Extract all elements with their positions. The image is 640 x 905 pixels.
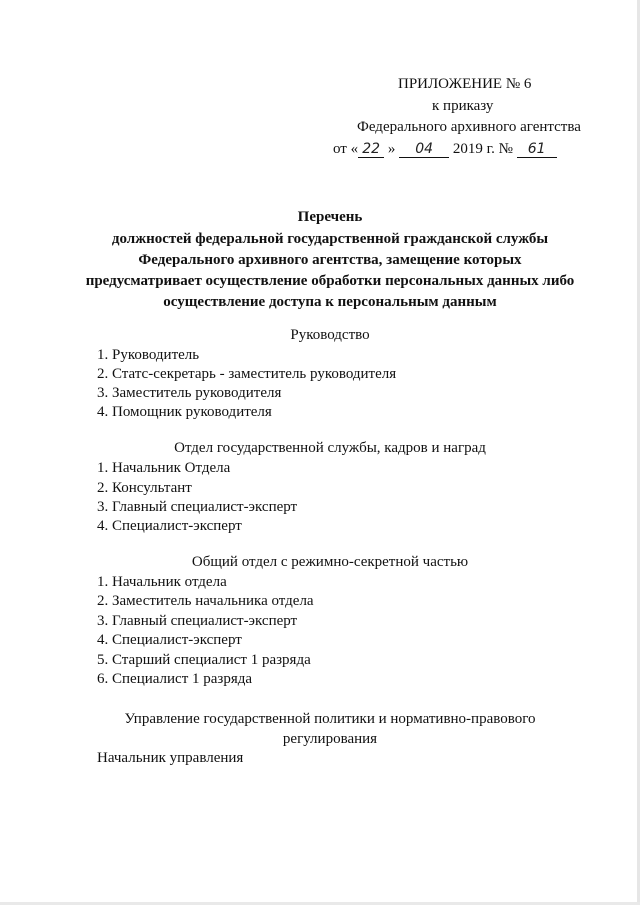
order-date-line: [333, 139, 557, 159]
list-item: 3. Главный специалист-эксперт: [97, 613, 298, 629]
section-title-policy: Управление государственной политики и нормативно-правового регулирования: [124, 711, 536, 747]
list-item: 1. Начальник отдела: [97, 574, 227, 590]
handwritten-month: 04: [399, 141, 449, 158]
section-title-hr: Отдел государственной службы, кадров и наград: [174, 440, 486, 456]
date-prefix: от «: [333, 141, 359, 157]
list-item: 4. Специалист-эксперт: [97, 632, 242, 648]
list-item: 1. Начальник Отдела: [97, 460, 231, 476]
list-item: Начальник управления: [97, 750, 244, 766]
section-title-general: Общий отдел с режимно-секретной частью: [191, 554, 469, 570]
list-item: 3. Главный специалист-эксперт: [97, 499, 298, 515]
list-item: 4. Специалист-эксперт: [97, 518, 242, 534]
list-item: 2. Заместитель начальника отдела: [97, 593, 314, 609]
year-text: 2019 г. №: [452, 141, 513, 157]
attachment-label: ПРИЛОЖЕНИЕ № 6: [398, 76, 532, 92]
date-mid: »: [387, 141, 396, 157]
list-item: 3. Заместитель руководителя: [97, 385, 282, 401]
order-label: к приказу: [432, 98, 494, 114]
list-item: 2. Консультант: [97, 480, 192, 496]
handwritten-number: 61: [517, 141, 557, 158]
list-item: 4. Помощник руководителя: [97, 404, 272, 420]
list-subtitle: должностей федеральной государственной гражданской службы Федерального архивного агентства, замещение которых предусматривает осуществление обработки персональных данных либо осуществление доступа к персональным данным: [85, 231, 575, 310]
list-heading: Перечень: [297, 209, 363, 225]
agency-label: Федерального архивного агентства: [357, 119, 581, 135]
list-item: 6. Специалист 1 разряда: [97, 671, 253, 687]
handwritten-day: 22: [358, 141, 384, 158]
list-item: 2. Статс-секретарь - заместитель руководителя: [97, 366, 397, 382]
list-item: 1. Руководитель: [97, 347, 200, 363]
list-item: 5. Старший специалист 1 разряда: [97, 652, 311, 668]
section-title-leadership: Руководство: [290, 327, 370, 343]
